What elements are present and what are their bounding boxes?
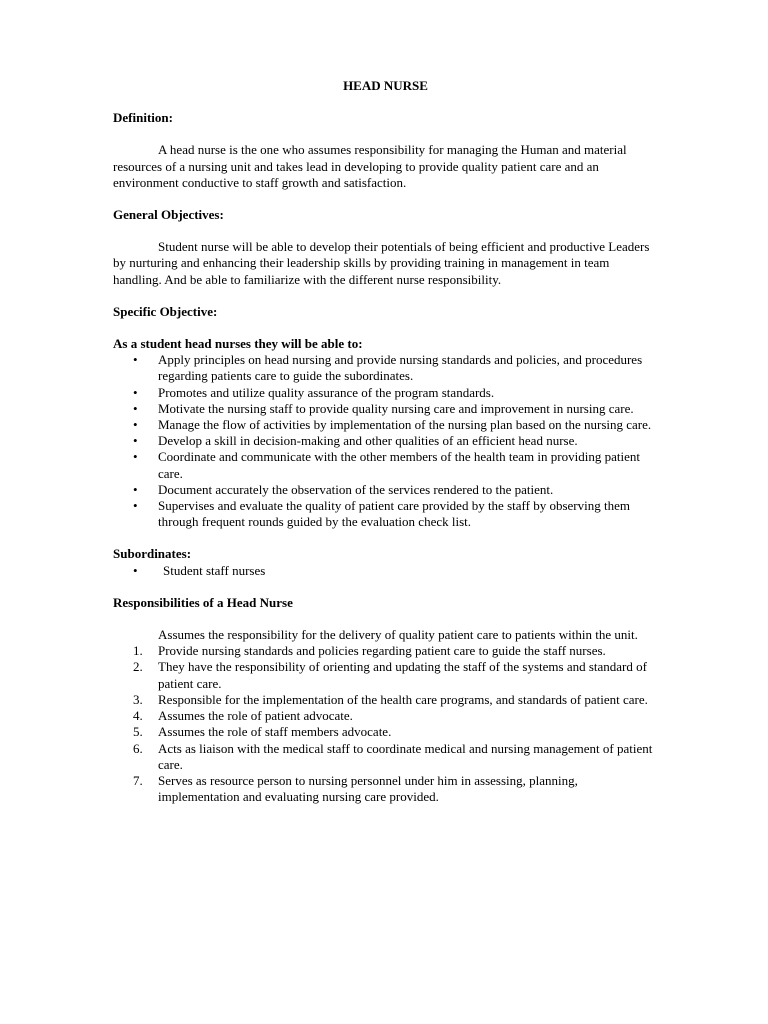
bullet-icon: •	[133, 433, 138, 449]
list-number: 7.	[133, 772, 143, 788]
bullet-icon: •	[133, 352, 138, 368]
bullet-icon: •	[133, 481, 138, 497]
list-item: 7. Serves as resource person to nursing personnel under him in assessing, planning, implementation and evaluating nursing care provided.	[133, 772, 578, 805]
general-objectives-text: Student nurse will be able to develop their potentials of being efficient and productive Leaders by nurturing and enhancing their leadership skills by providing training in management in team handling. And be able to familiarize with the different nurse responsibility.	[113, 239, 650, 287]
responsibilities-heading: Responsibilities of a Head Nurse	[113, 594, 293, 610]
responsibilities-list	[113, 643, 658, 805]
specific-objective-subheading: As a student head nurses they will be able to:	[113, 336, 363, 352]
general-objectives-heading: General Objectives:	[113, 207, 224, 223]
list-number: 1.	[133, 643, 143, 659]
responsibilities-intro: Assumes the responsibility for the delivery of quality patient care to patients within the unit.	[158, 627, 638, 643]
page-title: HEAD NURSE	[343, 78, 428, 93]
definition-heading: Definition:	[113, 110, 173, 126]
list-item: 5. Assumes the role of staff members advocate.	[133, 724, 392, 740]
list-item: • Document accurately the observation of the services rendered to the patient.	[133, 481, 554, 497]
bullet-icon: •	[133, 498, 138, 514]
list-number: 2.	[133, 659, 143, 675]
specific-objective-list	[113, 352, 658, 530]
specific-objective-heading: Specific Objective:	[113, 303, 218, 319]
list-number: 6.	[133, 740, 143, 756]
document-body	[113, 78, 658, 805]
bullet-icon: •	[133, 384, 138, 400]
list-item: • Promotes and utilize quality assurance of the program standards.	[133, 384, 495, 400]
bullet-icon: •	[133, 417, 138, 433]
list-item: 1. Provide nursing standards and policies regarding patient care to guide the staff nurses.	[133, 643, 606, 659]
list-item: • Manage the flow of activities by implementation of the nursing plan based on the nursing care.	[133, 417, 652, 433]
list-item: 4. Assumes the role of patient advocate.	[133, 708, 353, 724]
list-item: • Coordinate and communicate with the other members of the health team in providing patient care.	[133, 449, 640, 481]
subordinates-heading: Subordinates:	[113, 546, 192, 562]
list-item: • Apply principles on head nursing and provide nursing standards and policies, and procedures regarding patients care to guide the subordinates.	[133, 352, 643, 384]
list-number: 4.	[133, 708, 143, 724]
list-item: • Motivate the nursing staff to provide quality nursing care and improvement in nursing care.	[133, 400, 634, 416]
list-item: 6. Acts as liaison with the medical staff to coordinate medical and nursing management of patient care.	[133, 740, 653, 772]
list-item: • Student staff nurses	[133, 562, 266, 578]
list-item: 3. Responsible for the implementation of the health care programs, and standards of patient care.	[133, 691, 648, 707]
subordinates-list	[113, 563, 658, 579]
bullet-icon: •	[133, 400, 138, 416]
list-item: • Develop a skill in decision-making and other qualities of an efficient head nurse.	[133, 433, 578, 449]
bullet-icon: •	[133, 449, 138, 465]
definition-text: A head nurse is the one who assumes responsibility for managing the Human and material resources of a nursing unit and takes lead in developing to provide quality patient care and an environment conductive to staff growth and satisfaction.	[113, 142, 627, 190]
list-number: 3.	[133, 691, 143, 707]
list-item: 2. They have the responsibility of orienting and updating the staff of the systems and standard of patient care.	[133, 659, 647, 691]
list-number: 5.	[133, 724, 143, 740]
bullet-icon: •	[133, 562, 138, 578]
list-item: • Supervises and evaluate the quality of patient care provided by the staff by observing them through frequent rounds guided by the evaluation check list.	[133, 498, 630, 530]
